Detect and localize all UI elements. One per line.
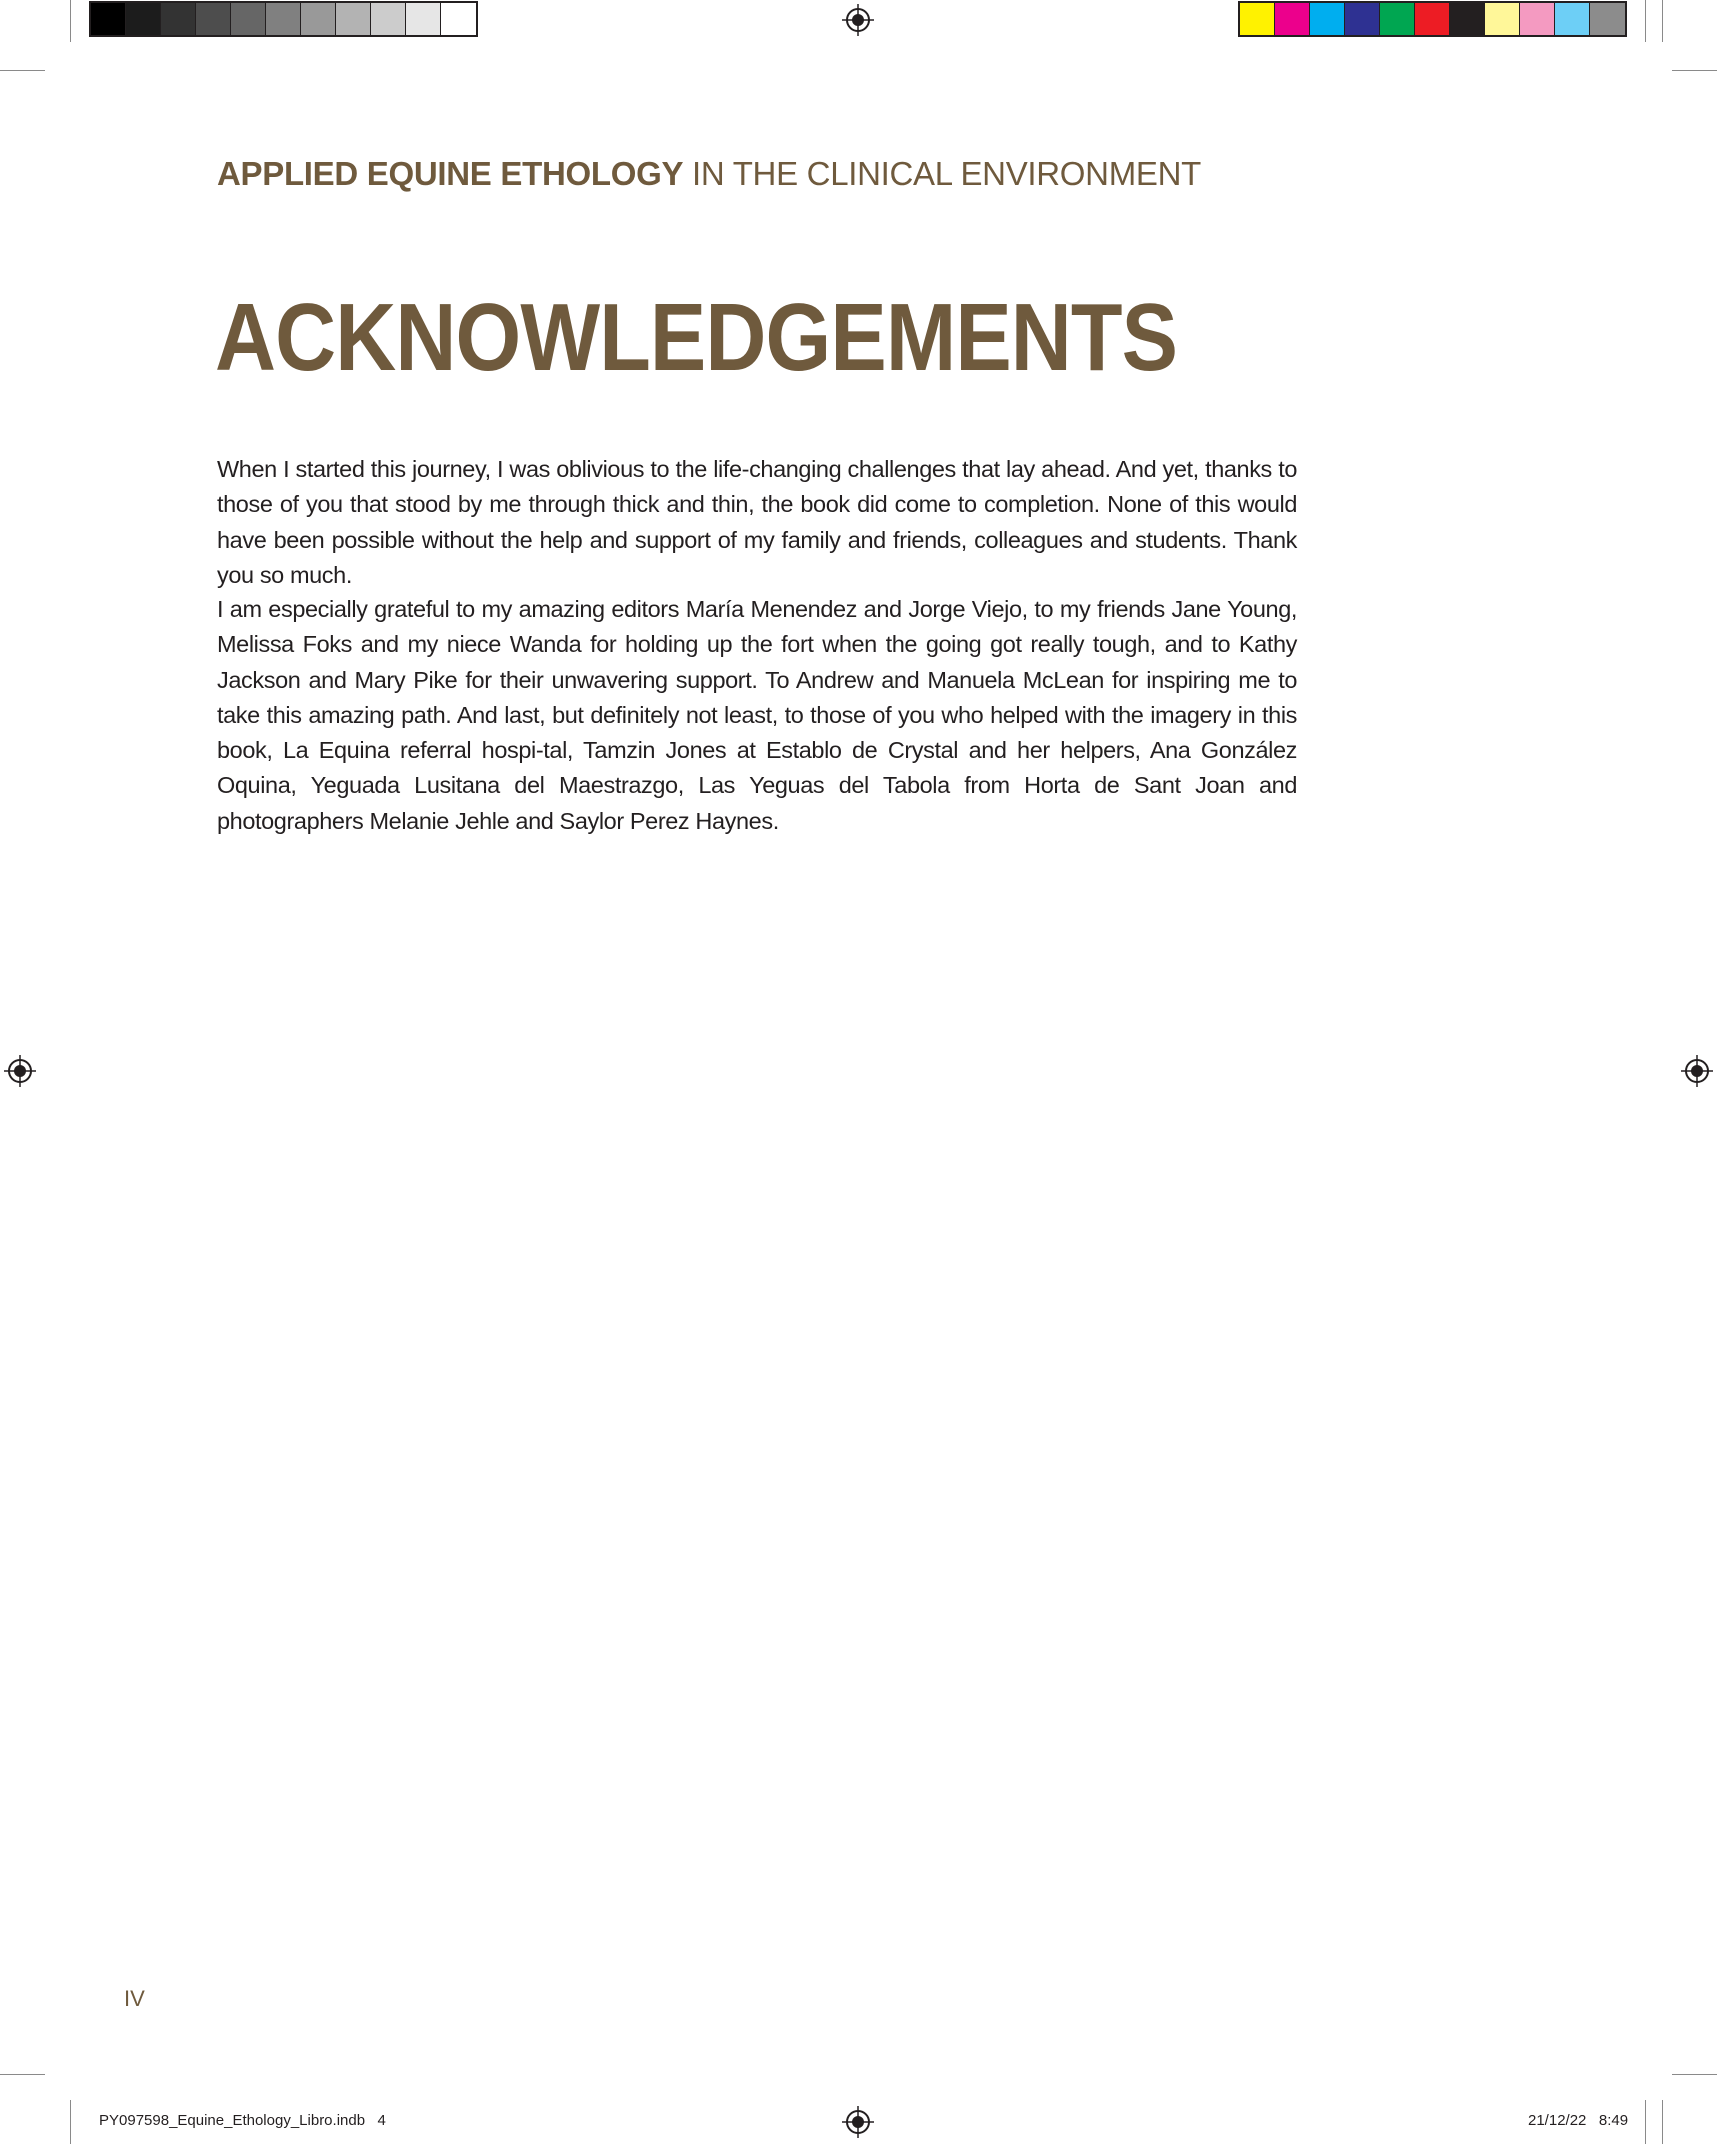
- slug-file-name: PY097598_Equine_Ethology_Libro.indb 4: [99, 2112, 386, 2129]
- page-number: IV: [124, 1986, 145, 2011]
- crop-mark: [0, 70, 45, 71]
- crop-mark: [1662, 2100, 1663, 2144]
- grayscale-control-strip: [89, 1, 478, 37]
- color-swatch: [1485, 3, 1520, 35]
- slug-timestamp: [1528, 2112, 1628, 2129]
- color-swatch: [1555, 3, 1590, 35]
- body-paragraph: I am especially grateful to my amazing editors María Menendez and Jorge Viejo, to my friends Jane Young, Melissa Foks and my niece Wanda for holding up the fort when the going got really tough, and to Kathy Jackson and Mary Pike for their unwavering support. To Andrew and Manuela McLean for inspiring me to take this amazing path. And last, but definitely not least, to those of you who helped with the imagery in this book, La Equina referral hospi-tal, Tamzin Jones at Establo de Crystal and her helpers, Ana González Oquina, Yeguada Lusitana del Maestrazgo, Las Yeguas del Tabola from Horta de Sant Joan and photographers Melanie Jehle and Saylor Perez Haynes.: [217, 596, 1297, 834]
- gray-swatch: [301, 3, 336, 35]
- body-paragraph: When I started this journey, I was oblivious to the life-changing challenges that lay ahead. And yet, thanks to those of you that stood by me through thick and thin, the book did come to completion. None of this would have been possible without the help and support of my family and friends, colleagues and students. Thank you so much.: [217, 456, 1297, 588]
- color-swatch: [1450, 3, 1485, 35]
- color-control-strip: [1238, 1, 1627, 37]
- color-swatch: [1590, 3, 1625, 35]
- gray-swatch: [126, 3, 161, 35]
- slug-date: 21/12/22: [1528, 2112, 1587, 2129]
- gray-swatch: [161, 3, 196, 35]
- gray-swatch: [406, 3, 441, 35]
- gray-swatch: [371, 3, 406, 35]
- crop-mark: [70, 0, 71, 42]
- crop-mark: [70, 2100, 71, 2144]
- gray-swatch: [196, 3, 231, 35]
- gray-swatch: [91, 3, 126, 35]
- color-swatch: [1310, 3, 1345, 35]
- color-swatch: [1345, 3, 1380, 35]
- crop-mark: [1672, 2074, 1717, 2075]
- gray-swatch: [336, 3, 371, 35]
- gray-swatch: [441, 3, 476, 35]
- color-swatch: [1520, 3, 1555, 35]
- registration-mark-icon: [4, 1055, 36, 1087]
- gray-swatch: [266, 3, 301, 35]
- gray-swatch: [231, 3, 266, 35]
- crop-mark: [1662, 0, 1663, 42]
- color-swatch: [1240, 3, 1275, 35]
- registration-mark-icon: [842, 2106, 874, 2138]
- slug-time: 8:49: [1598, 2112, 1629, 2129]
- crop-mark: [0, 2074, 45, 2075]
- color-swatch: [1380, 3, 1415, 35]
- page-title: ACKNOWLEDGEMENTS: [215, 284, 1178, 391]
- crop-mark: [1672, 70, 1717, 71]
- running-head: [217, 155, 1201, 193]
- color-swatch: [1275, 3, 1310, 35]
- running-head-regular: IN THE CLINICAL ENVIRONMENT: [683, 155, 1202, 192]
- crop-mark: [1645, 0, 1646, 42]
- color-swatch: [1415, 3, 1450, 35]
- registration-mark-icon: [842, 4, 874, 36]
- running-head-bold: APPLIED EQUINE ETHOLOGY: [217, 155, 684, 192]
- registration-mark-icon: [1681, 1055, 1713, 1087]
- crop-mark: [1645, 2100, 1646, 2144]
